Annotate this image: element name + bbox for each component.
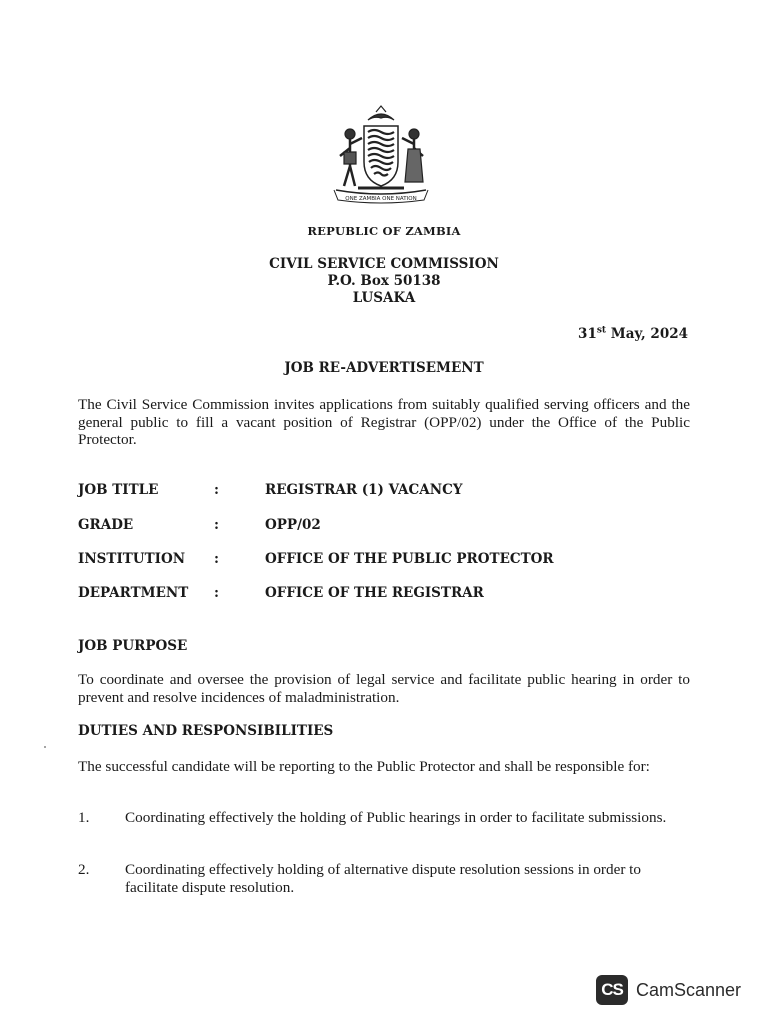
detail-colon: : — [214, 517, 219, 533]
list-item-number: 2. — [78, 861, 90, 878]
detail-value: OFFICE OF THE REGISTRAR — [265, 585, 484, 601]
duties-intro: The successful candidate will be reporting to the Public Protector and shall be responsible for: — [78, 758, 650, 775]
detail-row-grade — [78, 517, 698, 537]
camscanner-logo-icon: CS — [596, 975, 628, 1005]
detail-colon: : — [214, 585, 219, 601]
detail-label: DEPARTMENT — [78, 585, 189, 601]
job-purpose-heading: JOB PURPOSE — [78, 638, 188, 654]
city: LUSAKA — [352, 290, 416, 306]
commission-name: CIVIL SERVICE COMMISSION — [269, 256, 499, 272]
detail-colon: : — [214, 482, 219, 498]
detail-value: OPP/02 — [265, 517, 321, 533]
detail-label: GRADE — [78, 517, 134, 533]
job-purpose-text: To coordinate and oversee the provision of legal service and facilitate public hearing in order to prevent and resolve incidences of maladministration. — [78, 671, 690, 706]
document-title: JOB RE-ADVERTISEMENT — [284, 360, 484, 376]
commission-address — [0, 256, 768, 307]
intro-paragraph: The Civil Service Commission invites applications from suitably qualified serving officers and the general public to fill a vacant position of Registrar (OPP/02) under the Office of the Public Protector. — [78, 396, 690, 448]
detail-row-department — [78, 585, 698, 605]
po-box: P.O. Box 50138 — [327, 273, 441, 289]
duties-heading: DUTIES AND RESPONSIBILITIES — [78, 723, 334, 739]
list-item-number: 1. — [78, 809, 90, 826]
coat-motto: ONE ZAMBIA ONE NATION — [345, 196, 417, 202]
detail-row-institution — [78, 551, 698, 571]
republic-heading: REPUBLIC OF ZAMBIA — [307, 224, 461, 238]
detail-label: JOB TITLE — [78, 482, 159, 498]
detail-row-job-title — [78, 482, 698, 502]
camscanner-brand: CamScanner — [636, 979, 742, 1000]
detail-value: REGISTRAR (1) VACANCY — [265, 482, 463, 498]
detail-value: OFFICE OF THE PUBLIC PROTECTOR — [265, 551, 554, 567]
detail-label: INSTITUTION — [78, 551, 186, 567]
list-item-text: Coordinating effectively holding of alternative dispute resolution sessions in order to facilitate dispute resolution. — [125, 861, 641, 896]
camscanner-watermark — [596, 975, 741, 1005]
list-item-text: Coordinating effectively the holding of Public hearings in order to facilitate submissions. — [125, 809, 667, 826]
detail-colon: : — [214, 551, 219, 567]
scan-speck — [44, 746, 46, 748]
coat-of-arms-icon — [328, 104, 434, 204]
document-date: 31st May, 2024 — [578, 325, 688, 342]
